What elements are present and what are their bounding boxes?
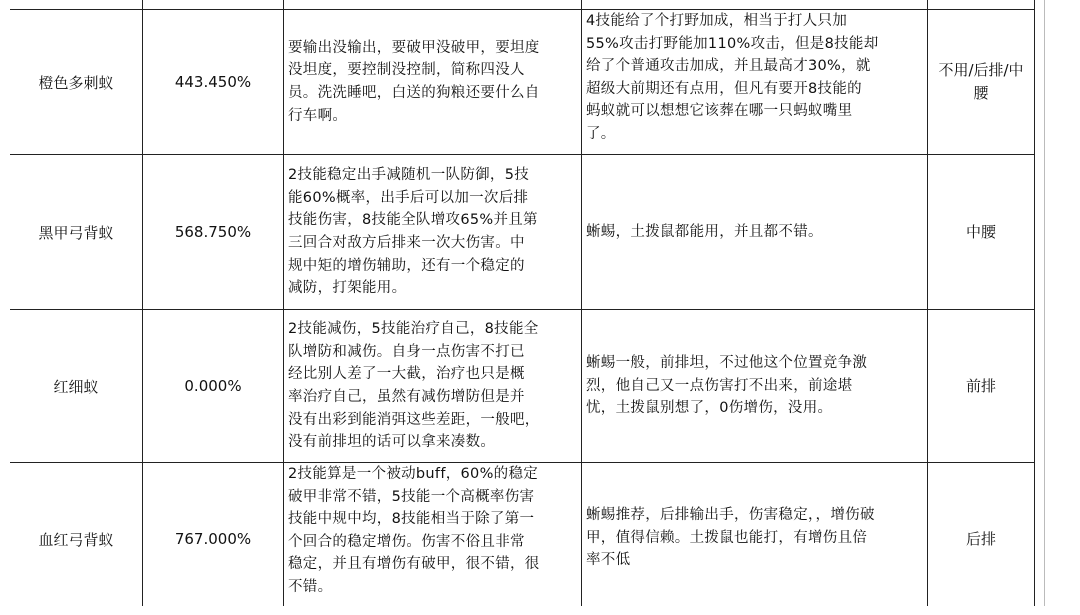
comment-text: 蜥蜴推荐，后排输出手，伤害稳定，，增伤破 甲，值得信赖。土拨鼠也能打，有增伤且倍 率不低 (586, 507, 875, 569)
comment-cell (582, 463, 927, 606)
comment-cell (582, 155, 927, 309)
ant-value: 0.000% (184, 377, 242, 395)
position-cell (928, 155, 1034, 309)
ant-value: 443.450% (174, 73, 252, 91)
skills-text: 2技能算是一个被动buff，60%的稳定 破甲非常不错，5技能一个高概率伤害 技能中规中均，8技能相当于除了第一 个回合的稳定增伤。伤害不俗且非常 稳定，并且有增伤有破甲，很不错，很 不错。 (288, 466, 540, 595)
ant-name: 橙色多刺蚁 (38, 73, 114, 92)
skills-cell (284, 310, 581, 462)
ant-name: 黑甲弓背蚁 (38, 223, 114, 242)
skills-cell (284, 463, 581, 606)
comment-text: 4技能给了个打野加成，相当于打人只加 55%攻击打野能加110%攻击，但是8技能却 给了个普通攻击加成，并且最高才30%，就 超级大前期还有点用，但凡有要开8技能的 蚂蚁就可以想想它该葬在哪一只蚂蚁嘴里 了。 (586, 13, 879, 142)
skills-text: 2技能稳定出手减随机一队防御，5技 能60%概率，出手后可以加一次后排 技能伤害，8技能全队增攻65%并且第 三回合对敌方后排来一次大伤害。中 规中矩的增伤辅助，还有一个稳定的 减防，打架能用。 (288, 167, 538, 297)
comment-text: 蜥蜴，土拨鼠都能用，并且都不错。 (586, 223, 823, 240)
position-text: 中腰 (965, 222, 996, 241)
position-cell (928, 10, 1034, 154)
position-text: 后排 (965, 529, 996, 548)
ant-value: 767.000% (174, 530, 252, 548)
skills-cell (284, 10, 581, 154)
skills-text: 2技能减伤，5技能治疗自己，8技能全 队增防和减伤。自身一点伤害不打已 经比别人差了一大截，治疗也只是概 率治疗自己，虽然有减伤增防但是并 没有出彩到能消弭这些差距，一般吧， 没有前排坦的话可以拿来凑数。 (288, 321, 540, 451)
position-text: 不用/后排/中 腰 (938, 61, 1024, 102)
skills-cell (284, 155, 581, 309)
ant-value: 568.750% (174, 223, 252, 241)
skills-text: 要输出没输出，要破甲没破甲，要坦度 没坦度，要控制没控制，简称四没人 员。洗洗睡吧，白送的狗粮还要什么自 行车啊。 (288, 39, 540, 124)
position-cell (928, 310, 1034, 462)
comment-cell (582, 10, 927, 154)
position-text: 前排 (965, 376, 996, 395)
column-divider (1034, 0, 1035, 606)
comment-cell (582, 310, 927, 462)
comment-text: 蜥蜴一般，前排坦，不过他这个位置竞争激 烈，他自己又一点伤害打不出来，前途堪 忧，土拨鼠别想了，0伤增伤，没用。 (586, 355, 868, 417)
position-cell (928, 463, 1034, 615)
ant-name: 血红弓背蚁 (38, 530, 114, 549)
scrollbar-edge (1044, 0, 1045, 606)
ant-name: 红细蚁 (53, 377, 99, 396)
